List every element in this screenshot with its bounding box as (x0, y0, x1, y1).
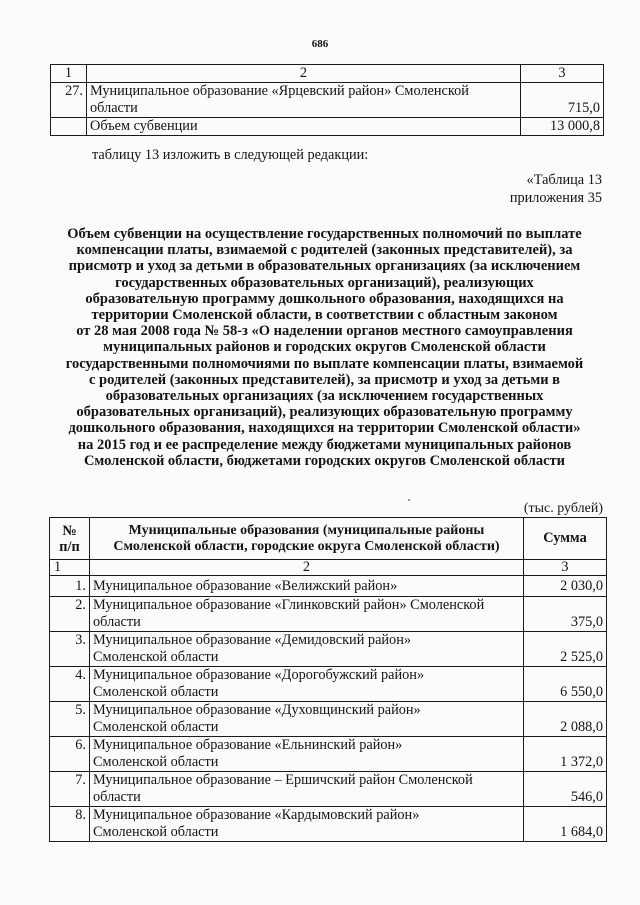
title-line: Смоленской области, бюджетами городских округов Смоленской области (83, 452, 566, 469)
row-number: 3. (50, 632, 90, 667)
row-number: 8. (50, 807, 90, 842)
subsidy-table (49, 517, 607, 842)
row-name-line1: Муниципальное образование «Глинковский район» Смоленской (93, 597, 485, 613)
table-row (51, 83, 604, 118)
row-value: 715,0 (521, 83, 604, 118)
table-row (50, 772, 607, 807)
table-row (50, 737, 607, 772)
row-value: 6 550,0 (524, 667, 607, 702)
row-name (90, 737, 524, 772)
title-line: от 28 мая 2008 года № 58-з «О наделении органов местного самоуправления (76, 323, 573, 340)
table-caption-line1: «Таблица 13 (526, 172, 602, 188)
total-empty-cell (51, 118, 87, 136)
header-number-line2: п/п (59, 538, 80, 555)
col-number-1: 1 (51, 65, 87, 83)
table-row (50, 597, 607, 632)
header-row (50, 518, 607, 560)
table-row (50, 632, 607, 667)
row-value: 1 684,0 (524, 807, 607, 842)
row-name-line2: области (90, 100, 138, 116)
row-value: 546,0 (524, 772, 607, 807)
total-row (51, 118, 604, 136)
header-number (50, 518, 90, 560)
row-value: 2 088,0 (524, 702, 607, 737)
row-name (87, 83, 521, 118)
col-number-3: 3 (524, 560, 607, 576)
header-municipality (90, 518, 524, 560)
col-number-1: 1 (50, 560, 90, 576)
column-number-row (51, 65, 604, 83)
title-line: на 2015 год и ее распределение между бюджетами муниципальных районов (77, 436, 572, 453)
table-row (50, 576, 607, 597)
row-name-line1: Муниципальное образование – Ершичский район Смоленской (93, 772, 473, 788)
title-line: дошкольного образования, находящихся на территории Смоленской области» (68, 420, 581, 437)
row-name (90, 772, 524, 807)
header-municipality-line1: Муниципальные образования (муниципальные районы (128, 522, 485, 538)
header-municipality-line2: Смоленской области, городские округа Смоленской области) (113, 538, 500, 554)
title-line: муниципальных районов и городских округов Смоленской области (103, 339, 546, 356)
row-name (90, 597, 524, 632)
total-label: Объем субвенции (87, 118, 521, 136)
col-number-2: 2 (90, 560, 524, 576)
row-name-line1: Муниципальное образование «Дорогобужский район» (93, 667, 425, 683)
row-value: 375,0 (524, 597, 607, 632)
column-number-row (50, 560, 607, 576)
title-line: территории Смоленской области, в соответствии с областным законом (91, 307, 558, 324)
row-value: 1 372,0 (524, 737, 607, 772)
row-number: 27. (51, 83, 87, 118)
row-name-line1: Муниципальное образование «Ельнинский район» (93, 737, 403, 753)
scan-speck (408, 499, 410, 501)
header-number-line1: № (62, 522, 77, 539)
title-line: образовательных организаций), реализующих образовательную программу (76, 404, 573, 421)
row-name-line2: Смоленской области (93, 684, 219, 700)
document-title (52, 226, 597, 469)
row-name-line2: Смоленской области (93, 649, 219, 665)
row-number: 4. (50, 667, 90, 702)
title-line: компенсации платы, взимаемой с родителей (законных представителей), за (76, 242, 573, 259)
row-name-line2: области (93, 789, 141, 805)
row-name-line1: Муниципальное образование «Ярцевский район» Смоленской (90, 83, 469, 99)
row-name (90, 667, 524, 702)
row-name-line1: Муниципальное образование «Демидовский район» (93, 632, 412, 648)
col-number-3: 3 (521, 65, 604, 83)
row-name (90, 807, 524, 842)
row-number: 7. (50, 772, 90, 807)
row-name-line1: Муниципальное образование «Духовщинский район» (93, 702, 421, 718)
title-line: с родителей (законных представителей), за присмотр и уход за детьми в (88, 371, 561, 388)
row-name (90, 702, 524, 737)
col-number-2: 2 (87, 65, 521, 83)
total-value: 13 000,8 (521, 118, 604, 136)
units-label: (тыс. рублей) (523, 501, 603, 516)
row-name-line2: области (93, 614, 141, 630)
table-caption-line2: приложения 35 (509, 190, 602, 206)
row-number: 5. (50, 702, 90, 737)
title-line: государственными полномочиями по выплате компенсации платы, взимаемой (65, 355, 584, 372)
title-line: Объем субвенции на осуществление государственных полномочий по выплате (67, 226, 582, 242)
continued-table (50, 64, 604, 136)
row-name-line2: Смоленской области (93, 824, 219, 840)
table-row (50, 702, 607, 737)
row-name-line2: Смоленской области (93, 719, 219, 735)
title-line: образовательную программу дошкольного образования, находящихся на (85, 290, 564, 307)
row-value: 2 030,0 (524, 576, 607, 597)
header-sum: Сумма (524, 518, 607, 560)
row-number: 2. (50, 597, 90, 632)
row-value: 2 525,0 (524, 632, 607, 667)
row-name-line1: Муниципальное образование «Кардымовский район» (93, 807, 420, 823)
title-line: образовательных организациях (за исключением государственных (105, 388, 544, 405)
row-name (90, 632, 524, 667)
row-number: 6. (50, 737, 90, 772)
title-line: присмотр и уход за детьми в образовательных организациях (за исключением (68, 258, 581, 275)
intro-text: таблицу 13 изложить в следующей редакции: (92, 147, 369, 163)
row-number: 1. (50, 576, 90, 597)
table-row (50, 667, 607, 702)
row-name: Муниципальное образование «Велижский район» (90, 576, 524, 597)
page-number: 686 (311, 38, 329, 50)
title-line: государственных образовательных организаций), реализующих (115, 274, 534, 291)
row-name-line2: Смоленской области (93, 754, 219, 770)
table-row (50, 807, 607, 842)
